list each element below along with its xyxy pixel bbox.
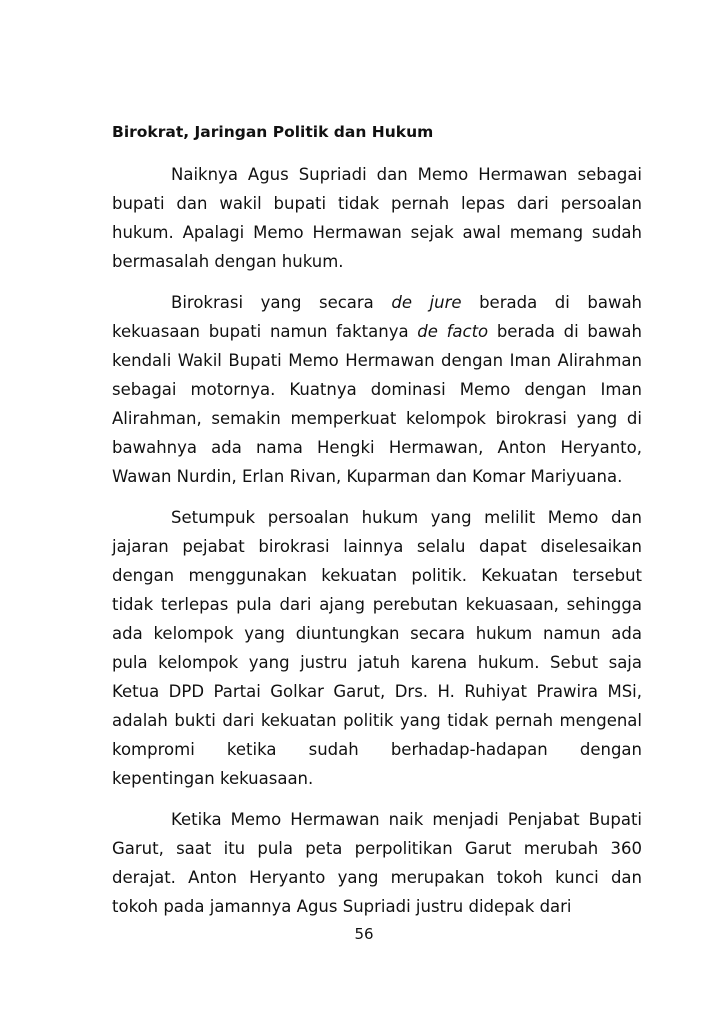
paragraph-2-italic-de-jure: de jure [391, 293, 462, 312]
paragraph-4: Ketika Memo Hermawan naik menjadi Penjabat Bupati Garut, saat itu pula peta perpolitikan Garut merubah 360 derajat. Anton Heryanto yang merupakan tokoh kunci dan tokoh pada jamannya Agus Supriadi justru didepak dari [112, 810, 642, 916]
paragraph-1: Naiknya Agus Supriadi dan Memo Hermawan sebagai bupati dan wakil bupati tidak pernah lepas dari persoalan hukum. Apalagi Memo Hermawan sejak awal memang sudah bermasalah dengan hukum. [112, 165, 642, 271]
paragraph-2-text-1: Birokrasi yang secara [171, 293, 392, 312]
section-heading: Birokrat, Jaringan Politik dan Hukum [112, 123, 434, 141]
paragraph-2-text-3: berada di bawah kendali Wakil Bupati Memo Hermawan dengan Iman Alirahman sebagai motornya. Kuatnya dominasi Memo dengan Iman Alirahman, semakin memperkuat kelompok birokrasi yang di bawahnya ada nama Hengki Hermawan, Anton Heryanto, Wawan Nurdin, Erlan Rivan, Kuparman dan Komar Mariyuana. [112, 322, 642, 486]
paragraph-2-italic-de-facto: de facto [417, 322, 489, 341]
paragraph-2-text-2: berada di bawah kekuasaan bupati namun faktanya [112, 293, 643, 341]
page-body [112, 118, 642, 933]
page-number: 56 [354, 925, 374, 943]
paragraph-3: Setumpuk persoalan hukum yang melilit Memo dan jajaran pejabat birokrasi lainnya selalu dapat diselesaikan dengan menggunakan kekuatan politik. Kekuatan tersebut tidak terlepas pula dari ajang perebutan kekuasaan, sehingga ada kelompok yang diuntungkan secara hukum namun ada pula kelompok yang justru jatuh karena hukum. Sebut saja Ketua DPD Partai Golkar Garut, Drs. H. Ruhiyat Prawira MSi, adalah bukti dari kekuatan politik yang tidak pernah mengenal kompromi ketika sudah berhadap-hadapan dengan kepentingan kekuasaan. [112, 508, 642, 788]
paragraph-2 [112, 288, 642, 491]
